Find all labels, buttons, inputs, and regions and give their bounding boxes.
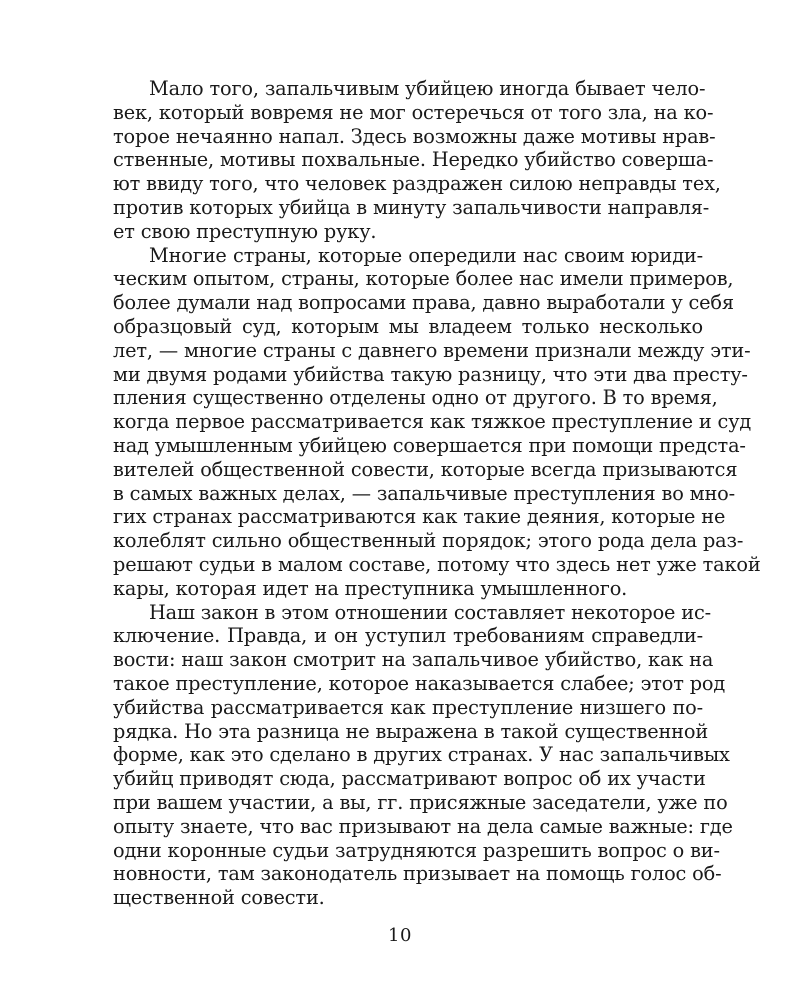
text-line: вителей общественной совести, которые всегда призываются: [113, 457, 738, 481]
text-line: над умышленным убийцею совершается при помощи предста-: [113, 433, 746, 457]
page-number: 10: [388, 925, 412, 946]
text-line: при вашем участии, а вы, гг. присяжные заседатели, уже по: [113, 790, 728, 814]
text-line: ственные, мотивы похвальные. Нередко убийство соверша-: [113, 148, 714, 172]
text-line: Многие страны, которые опередили нас своим юриди-: [149, 243, 703, 267]
text-line: ключение. Правда, и он уступил требованиям справедли-: [113, 624, 703, 648]
text-line: ческим опытом, страны, которые более нас имели примеров,: [113, 267, 734, 291]
text-line: Наш закон в этом отношении составляет некоторое ис-: [149, 600, 711, 624]
text-line: более думали над вопросами права, давно выработали у себя: [113, 291, 734, 315]
text-line: такое преступление, которое наказывается слабее; этот род: [113, 671, 726, 695]
text-line: рядка. Но эта разница не выражена в такой существенной: [113, 719, 709, 743]
text-line: когда первое рассматривается как тяжкое преступление и суд: [113, 410, 752, 434]
text-line: опыту знаете, что вас призывают на дела самые важные: где: [113, 814, 733, 838]
text-line: лет, — многие страны с давнего времени признали между эти-: [113, 338, 751, 362]
text-line: убийц приводят сюда, рассматривают вопрос об их участи: [113, 767, 706, 791]
text-line: убийства рассматривается как преступление низшего по-: [113, 695, 703, 719]
text-line: в самых важных делах, — запальчивые преступления во мно-: [113, 481, 736, 505]
text-line: новности, там законодатель призывает на помощь голос об-: [113, 862, 722, 886]
text-line: кары, которая идет на преступника умышленного.: [113, 576, 628, 600]
text-line: колеблят сильно общественный порядок; этого рода дела раз-: [113, 529, 744, 553]
text-line: против которых убийца в минуту запальчивости направля-: [113, 195, 710, 219]
text-line: ет свою преступную руку.: [113, 219, 377, 243]
text-line: пления существенно отделены одно от другого. В то время,: [113, 386, 718, 410]
text-line: ют ввиду того, что человек раздражен силою неправды тех,: [113, 172, 721, 196]
text-line: щественной совести.: [113, 886, 325, 910]
text-line: решают судьи в малом составе, потому что здесь нет уже такой: [113, 552, 761, 576]
text-line: торое нечаянно напал. Здесь возможны даже мотивы нрав-: [113, 124, 716, 148]
text-line: форме, как это сделано в других странах. У нас запальчивых: [113, 743, 730, 767]
text-line: вости: наш закон смотрит на запальчивое убийство, как на: [113, 648, 714, 672]
body-text: [113, 77, 761, 910]
text-line: ми двумя родами убийства такую разницу, что эти два престу-: [113, 362, 748, 386]
text-line: гих странах рассматриваются как такие деяния, которые не: [113, 505, 726, 529]
text-line: образцовый суд, которым мы владеем только несколько: [113, 314, 703, 338]
text-line: век, который вовремя не мог остеречься от того зла, на ко-: [113, 100, 714, 124]
text-line: одни коронные судьи затрудняются разрешить вопрос о ви-: [113, 838, 720, 862]
text-line: Мало того, запальчивым убийцею иногда бывает чело-: [149, 77, 706, 100]
